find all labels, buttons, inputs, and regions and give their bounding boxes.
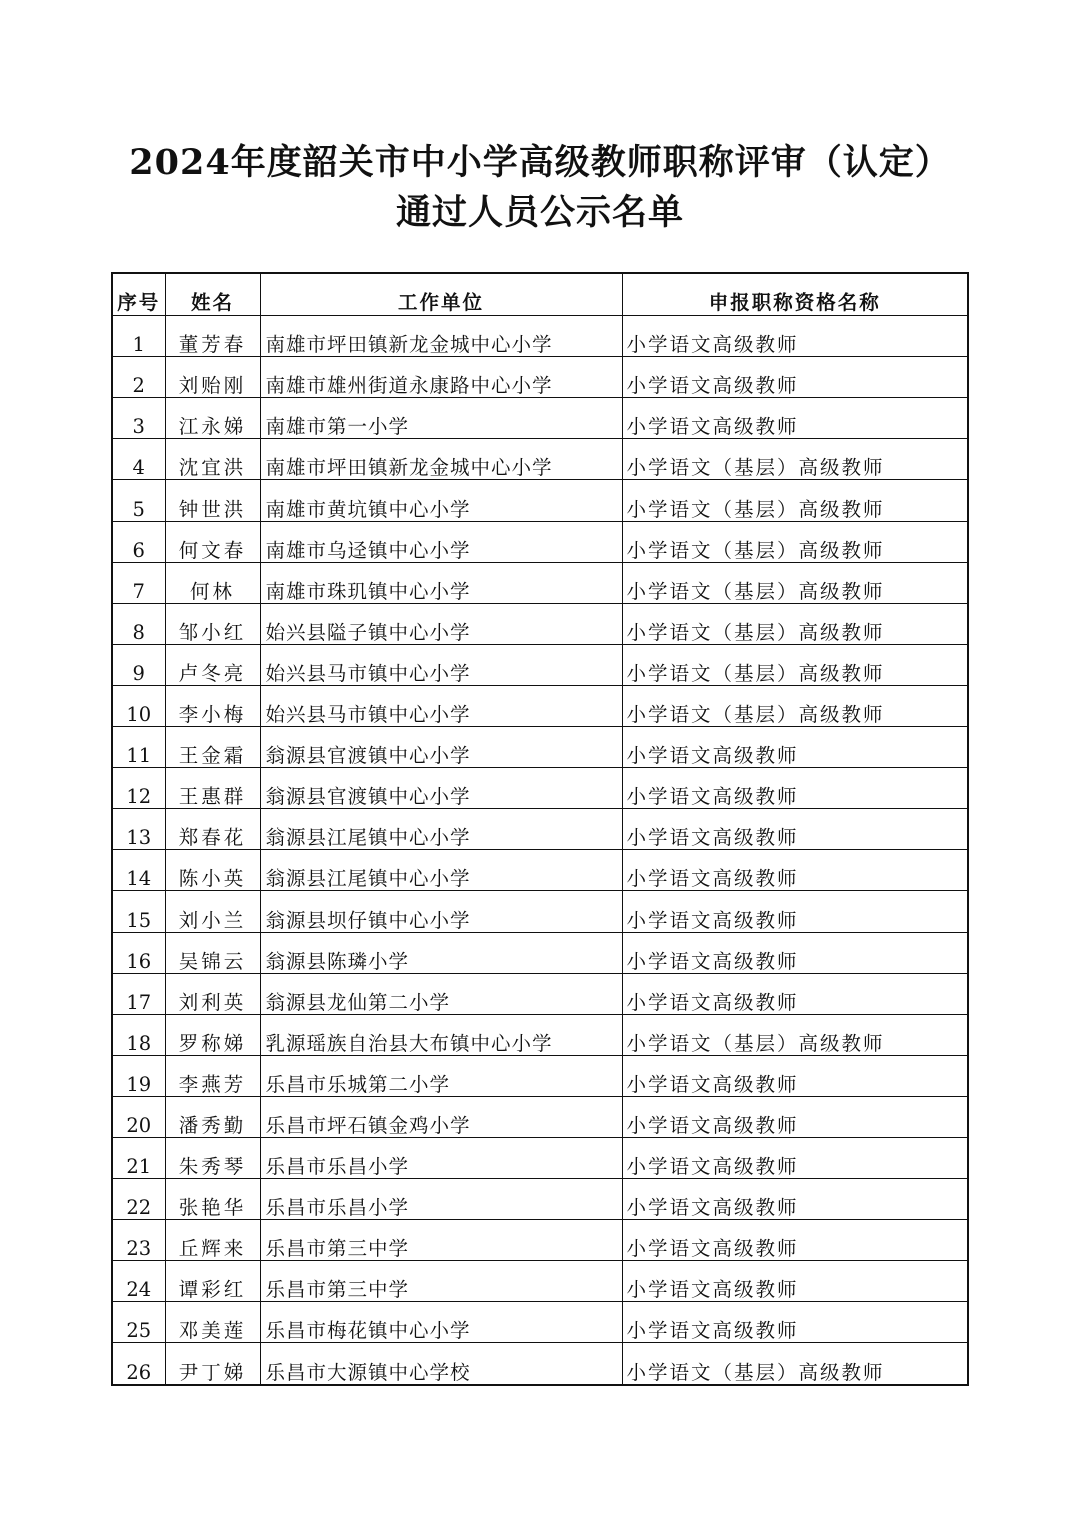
cell-unit: 南雄市珠玑镇中心小学 [260,562,622,603]
cell-unit: 南雄市坪田镇新龙金城中心小学 [260,439,622,480]
cell-no: 2 [112,357,165,398]
cell-no: 8 [112,603,165,644]
cell-no: 9 [112,644,165,685]
cell-title: 小学语文（基层）高级教师 [622,562,968,603]
cell-no: 1 [112,316,165,357]
cell-title: 小学语文高级教师 [622,316,968,357]
table-row [112,1055,968,1096]
table-row [112,480,968,521]
cell-name: 刘贻刚 [165,357,260,398]
cell-unit: 乐昌市第三中学 [260,1261,622,1302]
cell-title: 小学语文（基层）高级教师 [622,521,968,562]
cell-title: 小学语文高级教师 [622,1302,968,1343]
cell-name: 沈宜洪 [165,439,260,480]
cell-title: 小学语文高级教师 [622,1137,968,1178]
cell-no: 25 [112,1302,165,1343]
cell-title: 小学语文高级教师 [622,932,968,973]
cell-name: 刘小兰 [165,891,260,932]
cell-title: 小学语文高级教师 [622,1055,968,1096]
cell-no: 10 [112,685,165,726]
cell-name: 刘利英 [165,973,260,1014]
cell-title: 小学语文（基层）高级教师 [622,644,968,685]
table-row [112,1137,968,1178]
cell-unit: 翁源县江尾镇中心小学 [260,809,622,850]
cell-unit: 南雄市坪田镇新龙金城中心小学 [260,316,622,357]
table-row [112,891,968,932]
cell-title: 小学语文（基层）高级教师 [622,439,968,480]
table-body [112,316,968,1385]
cell-title: 小学语文高级教师 [622,809,968,850]
cell-unit: 翁源县官渡镇中心小学 [260,727,622,768]
table-row [112,1096,968,1137]
cell-name: 尹丁娣 [165,1343,260,1385]
cell-name: 吴锦云 [165,932,260,973]
roster-table [111,272,969,1386]
cell-name: 陈小英 [165,850,260,891]
cell-name: 卢冬亮 [165,644,260,685]
table-row [112,1343,968,1385]
table-row [112,685,968,726]
cell-title: 小学语文高级教师 [622,891,968,932]
table-row [112,644,968,685]
cell-title: 小学语文高级教师 [622,1261,968,1302]
cell-name: 邹小红 [165,603,260,644]
table-row [112,727,968,768]
cell-no: 5 [112,480,165,521]
cell-no: 4 [112,439,165,480]
cell-unit: 南雄市黄坑镇中心小学 [260,480,622,521]
cell-title: 小学语文高级教师 [622,1179,968,1220]
table-row [112,603,968,644]
table-row [112,1261,968,1302]
table-row [112,521,968,562]
header-title: 申报职称资格名称 [622,273,968,316]
table-row [112,1302,968,1343]
cell-unit: 乐昌市大源镇中心学校 [260,1343,622,1385]
cell-unit: 乐昌市乐城第二小学 [260,1055,622,1096]
cell-no: 14 [112,850,165,891]
cell-no: 7 [112,562,165,603]
cell-unit: 南雄市第一小学 [260,398,622,439]
cell-no: 19 [112,1055,165,1096]
cell-unit: 翁源县坝仔镇中心小学 [260,891,622,932]
cell-unit: 始兴县马市镇中心小学 [260,685,622,726]
cell-title: 小学语文高级教师 [622,357,968,398]
cell-title: 小学语文（基层）高级教师 [622,685,968,726]
table-row [112,316,968,357]
cell-unit: 乐昌市第三中学 [260,1220,622,1261]
cell-unit: 南雄市雄州街道永康路中心小学 [260,357,622,398]
header-name: 姓名 [165,273,260,316]
table-row [112,1179,968,1220]
cell-name: 郑春花 [165,809,260,850]
cell-title: 小学语文高级教师 [622,398,968,439]
cell-no: 13 [112,809,165,850]
table-row [112,809,968,850]
cell-title: 小学语文（基层）高级教师 [622,1014,968,1055]
cell-name: 邓美莲 [165,1302,260,1343]
cell-unit: 乐昌市乐昌小学 [260,1179,622,1220]
cell-unit: 始兴县马市镇中心小学 [260,644,622,685]
cell-unit: 乐昌市乐昌小学 [260,1137,622,1178]
cell-no: 6 [112,521,165,562]
cell-name: 潘秀勤 [165,1096,260,1137]
cell-no: 22 [112,1179,165,1220]
cell-name: 江永娣 [165,398,260,439]
cell-name: 钟世洪 [165,480,260,521]
cell-no: 18 [112,1014,165,1055]
cell-title: 小学语文高级教师 [622,850,968,891]
cell-no: 12 [112,768,165,809]
cell-name: 李小梅 [165,685,260,726]
cell-name: 丘辉来 [165,1220,260,1261]
cell-unit: 南雄市乌迳镇中心小学 [260,521,622,562]
cell-unit: 乐昌市梅花镇中心小学 [260,1302,622,1343]
cell-title: 小学语文高级教师 [622,1220,968,1261]
table-header-row [112,273,968,316]
table-row [112,357,968,398]
cell-title: 小学语文高级教师 [622,973,968,1014]
cell-title: 小学语文高级教师 [622,727,968,768]
cell-name: 罗称娣 [165,1014,260,1055]
table-row [112,398,968,439]
table-row [112,562,968,603]
cell-title: 小学语文高级教师 [622,1096,968,1137]
cell-no: 20 [112,1096,165,1137]
document-title [0,138,1080,238]
cell-unit: 始兴县隘子镇中心小学 [260,603,622,644]
table-row [112,768,968,809]
cell-no: 16 [112,932,165,973]
cell-no: 23 [112,1220,165,1261]
cell-title: 小学语文（基层）高级教师 [622,1343,968,1385]
title-line-1: 2024年度韶关市中小学高级教师职称评审（认定） [129,142,951,183]
cell-no: 11 [112,727,165,768]
table-row [112,1014,968,1055]
table-row [112,973,968,1014]
cell-name: 朱秀琴 [165,1137,260,1178]
cell-title: 小学语文（基层）高级教师 [622,603,968,644]
table-row [112,1220,968,1261]
cell-name: 谭彩红 [165,1261,260,1302]
cell-no: 24 [112,1261,165,1302]
cell-unit: 乐昌市坪石镇金鸡小学 [260,1096,622,1137]
table-row [112,439,968,480]
header-unit: 工作单位 [260,273,622,316]
cell-unit: 翁源县陈璘小学 [260,932,622,973]
cell-unit: 翁源县官渡镇中心小学 [260,768,622,809]
cell-unit: 翁源县江尾镇中心小学 [260,850,622,891]
cell-no: 3 [112,398,165,439]
cell-no: 21 [112,1137,165,1178]
cell-name: 李燕芳 [165,1055,260,1096]
cell-title: 小学语文（基层）高级教师 [622,480,968,521]
table-row [112,932,968,973]
cell-no: 26 [112,1343,165,1385]
cell-name: 王惠群 [165,768,260,809]
cell-name: 董芳春 [165,316,260,357]
cell-unit: 翁源县龙仙第二小学 [260,973,622,1014]
title-line-2: 通过人员公示名单 [395,192,684,233]
cell-title: 小学语文高级教师 [622,768,968,809]
cell-name: 何文春 [165,521,260,562]
cell-unit: 乳源瑶族自治县大布镇中心小学 [260,1014,622,1055]
table-row [112,850,968,891]
cell-name: 张艳华 [165,1179,260,1220]
header-no: 序号 [112,273,165,316]
cell-name: 王金霜 [165,727,260,768]
cell-no: 17 [112,973,165,1014]
cell-name: 何林 [165,562,260,603]
cell-no: 15 [112,891,165,932]
